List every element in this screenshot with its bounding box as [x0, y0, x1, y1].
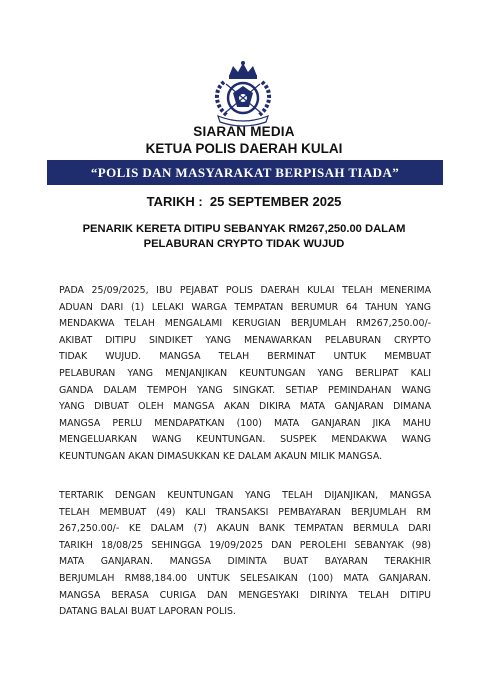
headline-line: PELABURAN CRYPTO TIDAK WUJUD	[143, 238, 345, 250]
paragraph-line: PELABURAN YANG MENJANJIKAN KEUNTUNGAN YANG BERLIPAT KALI	[59, 367, 431, 379]
paragraph-1	[59, 283, 431, 466]
paragraph-line: MANGSA BERASA CURIGA DAN MENGESYAKI DIRINYA TELAH DITIPU	[59, 589, 431, 601]
paragraph-line: GANDA DALAM TEMPOH YANG SINGKAT. SETIAP PEMINDAHAN WANG	[59, 384, 431, 396]
paragraph-2	[59, 488, 431, 621]
paragraph-line: AKIBAT DITIPU SINDIKET YANG MENAWARKAN PELABURAN CRYPTO	[59, 334, 431, 346]
paragraph-line: MATA GANJARAN. MANGSA DIMINTA BUAT BAYARAN TERAKHIR	[59, 556, 431, 568]
paragraph-line: TARIKH 18/08/25 SEHINGGA 19/09/2025 DAN PEROLEHI SEBANYAK (98)	[59, 539, 431, 551]
headline-line: PENARIK KERETA DITIPU SEBANYAK RM267,250.00 DALAM	[82, 223, 406, 235]
paragraph-line: DATANG BALAI BUAT LAPORAN POLIS.	[59, 606, 236, 618]
paragraph-line: KEUNTUNGAN AKAN DIMASUKKAN KE DALAM AKAUN MILIK MANGSA.	[59, 450, 383, 462]
motto-text: “POLIS DAN MASYARAKAT BERPISAH TIADA”	[90, 164, 400, 180]
media-release-title: SIARAN MEDIA	[193, 124, 295, 139]
paragraph-line: MENDAKWA TELAH MENGALAMI KERUGIAN BERJUMLAH RM267,250.00/-	[59, 318, 431, 330]
paragraph-line: 267,250.00/- KE DALAM (7) AKAUN BANK TEMPATAN BERMULA DARI	[59, 523, 431, 535]
paragraph-line: MENGELUARKAN WANG KEUNTUNGAN. SUSPEK MENDAKWA WANG	[59, 434, 431, 446]
paragraph-line: TIDAK WUJUD. MANGSA TELAH BERMINAT UNTUK MEMBUAT	[59, 351, 431, 363]
paragraph-line: YANG DIBUAT OLEH MANGSA AKAN DIKIRA MATA GANJARAN DIMANA	[59, 401, 431, 413]
paragraph-line: ADUAN DARI (1) LELAKI WARGA TEMPATAN BERUMUR 64 TAHUN YANG	[59, 301, 431, 313]
paragraph-line: TERTARIK DENGAN KEUNTUNGAN YANG TELAH DIJANJIKAN, MANGSA	[59, 490, 431, 501]
polis-diraja-malaysia-crest-icon	[204, 60, 282, 128]
paragraph-line: PADA 25/09/2025, IBU PEJABAT POLIS DAERAH KULAI TELAH MENERIMA	[59, 285, 431, 296]
paragraph-line: TELAH MEMBUAT (49) KALI TRANSAKSI PEMBAYARAN BERJUMLAH RM	[59, 506, 431, 518]
motto-banner	[47, 160, 443, 185]
paragraph-line: BERJUMLAH RM88,184.00 UNTUK SELESAIKAN (100) MATA GANJARAN.	[59, 572, 431, 584]
paragraph-line: MANGSA PERLU MENDAPATKAN (100) MATA GANJARAN JIKA MAHU	[59, 417, 431, 429]
district-police-chief-title: KETUA POLIS DAERAH KULAI	[145, 141, 343, 156]
release-date: TARIKH : 25 SEPTEMBER 2025	[146, 194, 342, 209]
headline	[52, 222, 436, 252]
